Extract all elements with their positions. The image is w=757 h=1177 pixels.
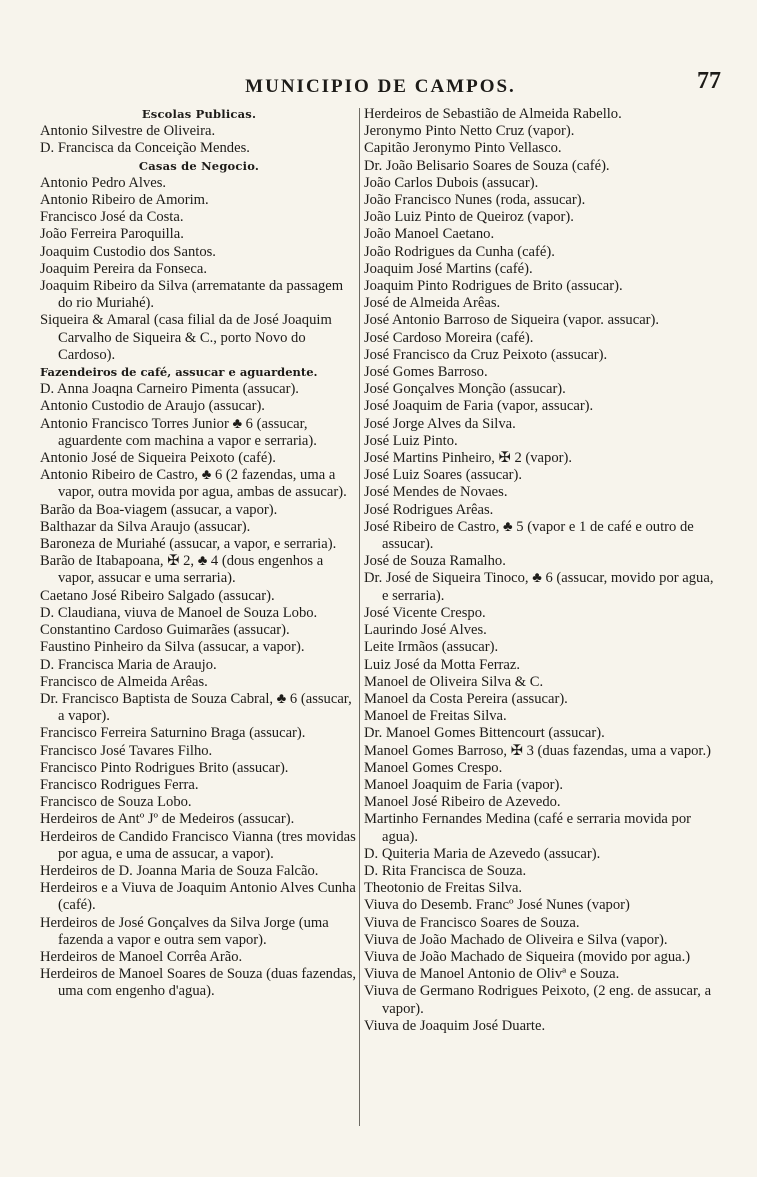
fazendeiro-entry: Herdeiros de D. Joanna Maria de Souza Falcão. [40, 862, 319, 879]
right-entries-list [364, 106, 720, 1035]
directory-entry: Viuva de João Machado de Siqueira (movido por agua.) [364, 948, 691, 965]
directory-entry: José Mendes de Novaes. [364, 484, 508, 501]
casa-entry: Siqueira & Amaral (casa filial da de José Joaquim Carvalho de Siqueira & C., porto Novo do Cardoso). [40, 312, 332, 363]
page-number: 77 [697, 68, 721, 94]
directory-entry: João Carlos Dubois (assucar). [364, 174, 539, 191]
fazendeiro-entry: D. Anna Joaqna Carneiro Pimenta (assucar). [40, 381, 299, 398]
running-title: MUNICIPIO DE CAMPOS. [245, 76, 516, 97]
directory-entry: Joaquim José Martins (café). [364, 260, 533, 277]
directory-entry: Martinho Fernandes Medina (café e serraria movida por agua). [364, 811, 692, 845]
directory-entry: Capitão Jeronymo Pinto Vellasco. [364, 140, 562, 157]
directory-entry: José de Souza Ramalho. [364, 553, 506, 570]
directory-entry: Dr. José de Siqueira Tinoco, ♣ 6 (assucar, movido por agua, e serraria). [364, 570, 714, 604]
directory-entry: Viuva de Francisco Soares de Souza. [364, 914, 580, 931]
casa-entry: Joaquim Ribeiro da Silva (arrematante da passagem do rio Muriahé). [40, 278, 344, 312]
fazendeiro-entry: Francisco Pinto Rodrigues Brito (assucar). [40, 759, 289, 776]
directory-entry: Dr. João Belisario Soares de Souza (café). [364, 157, 610, 174]
fazendeiro-entry: Francisco Ferreira Saturnino Braga (assucar). [40, 725, 306, 742]
directory-entry: Dr. Manoel Gomes Bittencourt (assucar). [364, 725, 605, 742]
casa-entry: Joaquim Pereira da Fonseca. [40, 260, 207, 277]
casa-entry: Antonio Pedro Alves. [40, 174, 167, 191]
directory-entry: Manoel da Costa Pereira (assucar). [364, 690, 568, 707]
escola-entry: Antonio Silvestre de Oliveira. [40, 123, 216, 140]
directory-entry: José Martins Pinheiro, ✠ 2 (vapor). [364, 450, 572, 467]
fazendeiro-entry: Constantino Cardoso Guimarães (assucar). [40, 622, 290, 639]
directory-entry: Manoel Joaquim de Faria (vapor). [364, 776, 563, 793]
directory-entry: Luiz José da Motta Ferraz. [364, 656, 521, 673]
directory-entry: José de Almeida Arêas. [364, 295, 501, 312]
directory-entry: D. Rita Francisca de Souza. [364, 862, 527, 879]
directory-entry: Viuva de João Machado de Oliveira e Silva (vapor). [364, 931, 668, 948]
directory-entry: Viuva de Manoel Antonio de Olivª e Souza. [364, 966, 620, 983]
fazendeiro-entry: Caetano José Ribeiro Salgado (assucar). [40, 587, 275, 604]
fazendeiro-entry: Francisco José Tavares Filho. [40, 742, 213, 759]
directory-entry: Viuva de Joaquim José Duarte. [364, 1017, 546, 1034]
directory-entry: José Luiz Pinto. [364, 432, 458, 449]
fazendeiro-entry: Francisco de Souza Lobo. [40, 794, 192, 811]
fazendeiro-entry: Antonio Francisco Torres Junior ♣ 6 (assucar, aguardente com machina a vapor e serraria). [40, 415, 317, 449]
directory-entry: João Luiz Pinto de Queiroz (vapor). [364, 209, 574, 226]
column-divider [359, 108, 360, 1126]
fazendeiro-entry: Faustino Pinheiro da Silva (assucar, a vapor). [40, 639, 305, 656]
directory-entry: Joaquim Pinto Rodrigues de Brito (assucar). [364, 278, 623, 295]
directory-entry: José Ribeiro de Castro, ♣ 5 (vapor e 1 de café e outro de assucar). [364, 518, 694, 553]
casas-list [40, 175, 358, 364]
directory-entry: José Luiz Soares (assucar). [364, 467, 523, 484]
casa-entry: Francisco José da Costa. [40, 209, 184, 226]
directory-entry: José Cardoso Moreira (café). [364, 329, 534, 346]
directory-entry: D. Quiteria Maria de Azevedo (assucar). [364, 845, 601, 862]
directory-entry: Viuva de Germano Rodrigues Peixoto, (2 eng. de assucar, a vapor). [364, 983, 712, 1017]
directory-entry: Manoel Gomes Crespo. [364, 759, 503, 776]
directory-entry: Theotonio de Freitas Silva. [364, 880, 523, 897]
section-heading-escolas: Escolas Publicas. [141, 107, 257, 121]
fazendeiro-entry: Antonio José de Siqueira Peixoto (café). [40, 450, 276, 467]
escola-entry: D. Francisca da Conceição Mendes. [40, 140, 250, 157]
fazendeiro-entry: Dr. Francisco Baptista de Souza Cabral, ♣ 6 (assucar, a vapor). [40, 690, 352, 725]
casa-entry: João Ferreira Paroquilla. [40, 226, 184, 243]
fazendeiro-entry: Herdeiros de Candido Francisco Vianna (tres movidas por agua, e uma de assucar, a vapor). [40, 828, 356, 862]
directory-entry: José Joaquim de Faria (vapor, assucar). [364, 398, 594, 415]
fazendeiro-entry: Barão de Itabapoana, ✠ 2, ♣ 4 (dous engenhos a vapor, assucar e uma serraria). [40, 553, 324, 587]
casa-entry: Antonio Ribeiro de Amorim. [40, 192, 209, 209]
fazendeiros-heading-text: Fazendeiros de café, assucar e aguardente. [40, 365, 318, 380]
directory-entry: José Antonio Barroso de Siqueira (vapor. assucar). [364, 312, 660, 329]
directory-entry: Herdeiros de Sebastião de Almeida Rabello. [364, 106, 622, 122]
fazendeiros-list [40, 381, 358, 1000]
left-column [40, 106, 358, 1131]
directory-entry: João Manoel Caetano. [364, 226, 495, 243]
fazendeiro-entry: D. Claudiana, viuva de Manoel de Souza Lobo. [40, 604, 318, 621]
section-heading-casas: Casas de Negocio. [138, 158, 260, 173]
section-heading-fazendeiros [40, 364, 358, 381]
directory-entry: Manoel de Freitas Silva. [364, 708, 507, 725]
directory-entry: Jeronymo Pinto Netto Cruz (vapor). [364, 123, 575, 140]
directory-entry: José Gonçalves Monção (assucar). [364, 381, 566, 398]
directory-entry: José Jorge Alves da Silva. [364, 415, 516, 432]
directory-entry: Manoel José Ribeiro de Azevedo. [364, 794, 561, 811]
directory-entry: Viuva do Desemb. Francº José Nunes (vapor) [364, 897, 630, 914]
fazendeiro-entry: Herdeiros de José Gonçalves da Silva Jorge (uma fazenda a vapor e outra sem vapor). [40, 914, 329, 948]
directory-entry: João Francisco Nunes (roda, assucar). [364, 192, 586, 209]
fazendeiro-entry: Francisco Rodrigues Ferra. [40, 776, 199, 793]
directory-entry: Leite Irmãos (assucar). [364, 639, 499, 656]
directory-entry: José Gomes Barroso. [364, 364, 488, 381]
directory-entry: José Rodrigues Arêas. [364, 501, 494, 518]
fazendeiro-entry: Herdeiros e a Viuva de Joaquim Antonio Alves Cunha (café). [40, 880, 356, 914]
fazendeiro-entry: Herdeiros de Manoel Corrêa Arão. [40, 948, 243, 965]
page-header [40, 64, 721, 104]
directory-entry: Manoel de Oliveira Silva & C. [364, 673, 544, 690]
directory-entry: Laurindo José Alves. [364, 622, 487, 639]
fazendeiro-entry: Francisco de Almeida Arêas. [40, 673, 208, 690]
casa-entry: Joaquim Custodio dos Santos. [40, 243, 216, 260]
directory-entry: José Francisco da Cruz Peixoto (assucar). [364, 346, 608, 363]
fazendeiro-entry: Baroneza de Muriahé (assucar, a vapor, e serraria). [40, 536, 337, 553]
fazendeiro-entry: Herdeiros de Manoel Soares de Souza (duas fazendas, uma com engenho d'agua). [40, 966, 357, 1000]
fazendeiro-entry: D. Francisca Maria de Araujo. [40, 656, 217, 673]
fazendeiro-entry: Herdeiros de Antº Jº de Medeiros (assucar). [40, 811, 295, 828]
directory-entry: João Rodrigues da Cunha (café). [364, 243, 555, 260]
right-column [364, 106, 720, 1131]
fazendeiro-entry: Balthazar da Silva Araujo (assucar). [40, 518, 251, 535]
fazendeiro-entry: Antonio Custodio de Araujo (assucar). [40, 398, 265, 415]
fazendeiro-entry: Barão da Boa-viagem (assucar, a vapor). [40, 501, 278, 518]
directory-entry: Manoel Gomes Barroso, ✠ 3 (duas fazendas, uma a vapor.) [364, 742, 711, 759]
escolas-list [40, 123, 358, 157]
directory-entry: José Vicente Crespo. [364, 604, 486, 621]
fazendeiro-entry: Antonio Ribeiro de Castro, ♣ 6 (2 fazendas, uma a vapor, outra movida por agua, ambas de assucar). [40, 467, 347, 501]
